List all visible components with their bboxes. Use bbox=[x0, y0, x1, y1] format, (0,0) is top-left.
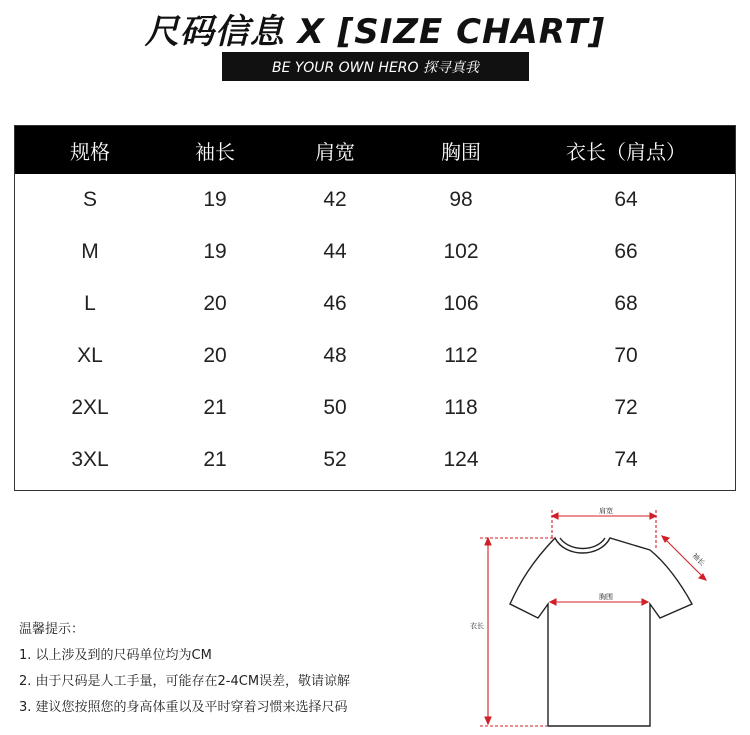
table-cell: 102 bbox=[443, 240, 479, 263]
column-header: 肩宽 bbox=[315, 139, 355, 164]
table-row bbox=[15, 382, 735, 434]
table-cell: 72 bbox=[614, 396, 638, 419]
size-table bbox=[14, 125, 736, 491]
table-row bbox=[15, 330, 735, 382]
table-cell: 20 bbox=[203, 292, 227, 315]
table-cell: 74 bbox=[614, 448, 638, 471]
slogan-banner: BE YOUR OWN HERO 探寻真我 bbox=[222, 52, 529, 81]
table-cell: 48 bbox=[323, 344, 347, 367]
table-cell: 118 bbox=[444, 396, 478, 419]
table-cell: 50 bbox=[323, 396, 347, 419]
table-cell: 19 bbox=[203, 240, 227, 263]
tshirt-measurement-diagram bbox=[460, 500, 740, 730]
notes-section bbox=[19, 622, 350, 726]
table-cell: 68 bbox=[614, 292, 638, 315]
note-item: 2. 由于尺码是人工手量，可能存在2-4CM误差，敬请谅解 bbox=[19, 674, 351, 689]
table-cell: 21 bbox=[203, 396, 227, 419]
table-cell: 42 bbox=[323, 188, 347, 211]
column-header: 袖长 bbox=[195, 139, 235, 164]
column-header: 胸围 bbox=[441, 139, 481, 164]
table-cell: 19 bbox=[203, 188, 227, 211]
measurement-lines bbox=[480, 510, 706, 726]
sleeve-label: 袖长 bbox=[690, 551, 707, 568]
table-cell: 66 bbox=[614, 240, 638, 263]
note-item: 3. 建议您按照您的身高体重以及平时穿着习惯来选择尺码 bbox=[19, 700, 348, 715]
table-cell: 98 bbox=[449, 188, 473, 211]
table-header bbox=[15, 126, 735, 174]
table-cell: 2XL bbox=[71, 396, 109, 419]
length-label: 衣长 bbox=[470, 622, 484, 630]
table-cell: 124 bbox=[443, 448, 479, 471]
tshirt-outline-icon bbox=[510, 538, 692, 726]
table-cell: S bbox=[82, 188, 97, 211]
table-cell: 112 bbox=[444, 344, 478, 367]
table-cell: 52 bbox=[323, 448, 347, 471]
column-header: 规格 bbox=[70, 139, 110, 164]
table-cell: 106 bbox=[443, 292, 479, 315]
table-row bbox=[15, 434, 735, 486]
table-cell: 44 bbox=[323, 240, 347, 263]
table-row bbox=[15, 226, 735, 278]
table-cell: XL bbox=[77, 344, 103, 367]
table-cell: 3XL bbox=[71, 448, 109, 471]
table-cell: 64 bbox=[614, 188, 638, 211]
shoulder-label: 肩宽 bbox=[599, 507, 613, 515]
column-header: 衣长（肩点） bbox=[566, 139, 686, 164]
chest-label: 胸围 bbox=[599, 593, 613, 601]
table-cell: 20 bbox=[203, 344, 227, 367]
table-row bbox=[15, 278, 735, 330]
table-cell: L bbox=[84, 292, 96, 315]
page-title: 尺码信息 X [SIZE CHART] bbox=[144, 12, 606, 52]
table-cell: 46 bbox=[323, 292, 347, 315]
notes-heading: 温馨提示： bbox=[19, 622, 85, 637]
table-cell: 70 bbox=[614, 344, 638, 367]
table-cell: M bbox=[81, 240, 99, 263]
note-item: 1. 以上涉及到的尺码单位均为CM bbox=[19, 648, 212, 663]
table-row bbox=[15, 174, 735, 226]
table-cell: 21 bbox=[203, 448, 227, 471]
